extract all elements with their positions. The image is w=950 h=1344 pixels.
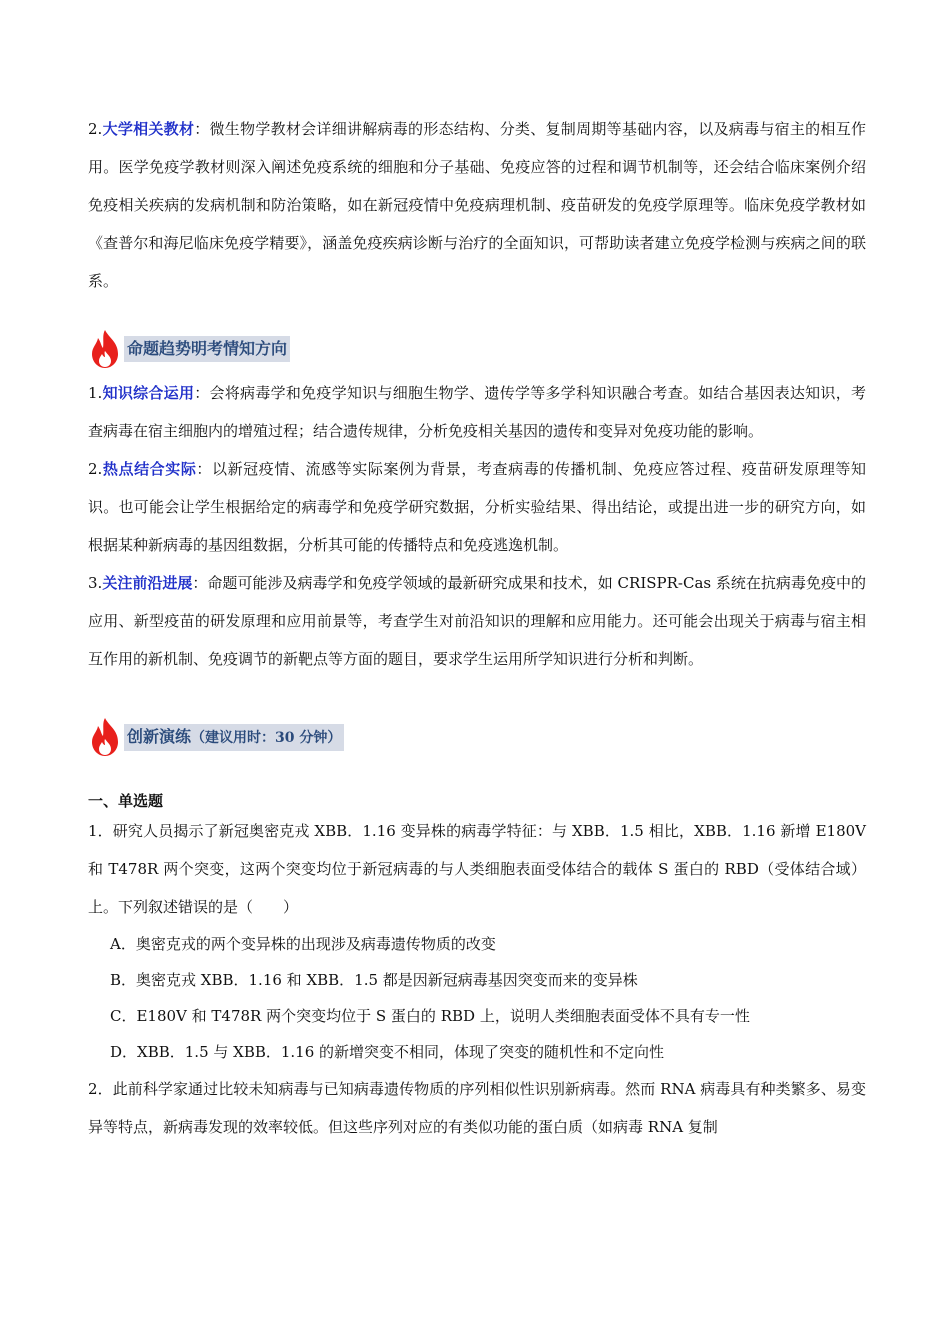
- heading-label: [124, 724, 344, 751]
- option-c[interactable]: C．E180V 和 T478R 两个突变均位于 S 蛋白的 RBD 上，说明人类细胞表面受体不具有专一性: [110, 1007, 750, 1025]
- heading-main: 创新演练: [127, 726, 192, 746]
- question-stem: 1．研究人员揭示了新冠奥密克戎 XBB．1.16 变异株的病毒学特征：与 XBB．1.5 相比，XBB．1.16 新增 E180V 和 T478R 两个突变，这两个突变均位于新冠病毒的与人类细胞表面受体结合的载体 S 蛋白的 RBD（受体结合域）上。下列叙述错误的是（ ）: [88, 822, 866, 916]
- question-stem: 2．此前科学家通过比较未知病毒与已知病毒遗传物质的序列相似性识别新病毒。然而 RNA 病毒具有种类繁多、易变异等特点，新病毒发现的效率较低。但这些序列对应的有类似功能的蛋白质（如病毒 RNA 复制: [88, 1080, 866, 1136]
- question-2: [88, 1070, 866, 1146]
- option-a[interactable]: A．奥密克戎的两个变异株的出现涉及病毒遗传物质的改变: [110, 935, 496, 953]
- item-text: ：以新冠疫情、流感等实际案例为背景，考查病毒的传播机制、免疫应答过程、疫苗研发原理等知识。也可能会让学生根据给定的病毒学和免疫学研究数据，分析实验结果、得出结论，或提出进一步的研究方向，如根据某种新病毒的基因组数据，分析其可能的传播特点和免疫逃逸机制。: [88, 460, 866, 554]
- trend-item: [88, 374, 866, 450]
- option-b[interactable]: B．奥密克戎 XBB．1.16 和 XBB．1.5 都是因新冠病毒基因突变而来的变异株: [110, 971, 638, 989]
- keyword: 大学相关教材: [102, 120, 195, 138]
- item-number: 1.: [88, 384, 103, 402]
- heading-label: 命题趋势明考情知方向: [124, 336, 290, 362]
- question-1: [88, 812, 866, 1070]
- item-text: ：命题可能涉及病毒学和免疫学领域的最新研究成果和技术，如 CRISPR-Cas 系统在抗病毒免疫中的应用、新型疫苗的研发原理和应用前景等，考查学生对前沿知识的理解和应用能力。还可能会出现关于病毒与宿主相互作用的新机制、免疫调节的新靶点等方面的题目，要求学生运用所学知识进行分析和判断。: [88, 574, 866, 668]
- heading-sub: （建议用时：30 分钟）: [191, 729, 342, 746]
- option-d[interactable]: D．XBB．1.5 与 XBB．1.16 的新增突变不相同，体现了突变的随机性和不定向性: [110, 1043, 665, 1061]
- item-text: ：会将病毒学和免疫学知识与细胞生物学、遗传学等多学科知识融合考查。如结合基因表达知识，考查病毒在宿主细胞内的增殖过程；结合遗传规律，分析免疫相关基因的遗传和变异对免疫功能的影响。: [88, 384, 866, 440]
- flame-icon: [88, 329, 122, 369]
- item-text: ：微生物学教材会详细讲解病毒的形态结构、分类、复制周期等基础内容，以及病毒与宿主的相互作用。医学免疫学教材则深入阐述免疫系统的细胞和分子基础、免疫应答的过程和调节机制等，还会结合临床案例介绍免疫相关疾病的发病机制和防治策略，如在新冠疫情中免疫病理机制、疫苗研发的免疫学原理等。临床免疫学教材如《查普尔和海尼临床免疫学精要》，涵盖免疫疾病诊断与治疗的全面知识，可帮助读者建立免疫学检测与疾病之间的联系。: [88, 120, 866, 290]
- item-number: 2.: [88, 460, 103, 478]
- trend-item: [88, 564, 866, 678]
- trend-item: [88, 450, 866, 564]
- heading-practice: [88, 714, 866, 760]
- trend-list: [88, 374, 866, 678]
- textbook-paragraph: [88, 110, 866, 300]
- document-page: [88, 108, 866, 1146]
- heading-trend: [88, 326, 866, 372]
- item-number: 2.: [88, 120, 103, 138]
- keyword: 热点结合实际: [102, 460, 197, 478]
- item-number: 3.: [88, 574, 103, 592]
- keyword: 关注前沿进展: [102, 574, 193, 592]
- keyword: 知识综合运用: [102, 384, 195, 402]
- section-title: 一、单选题: [88, 792, 164, 810]
- flame-icon: [88, 717, 122, 757]
